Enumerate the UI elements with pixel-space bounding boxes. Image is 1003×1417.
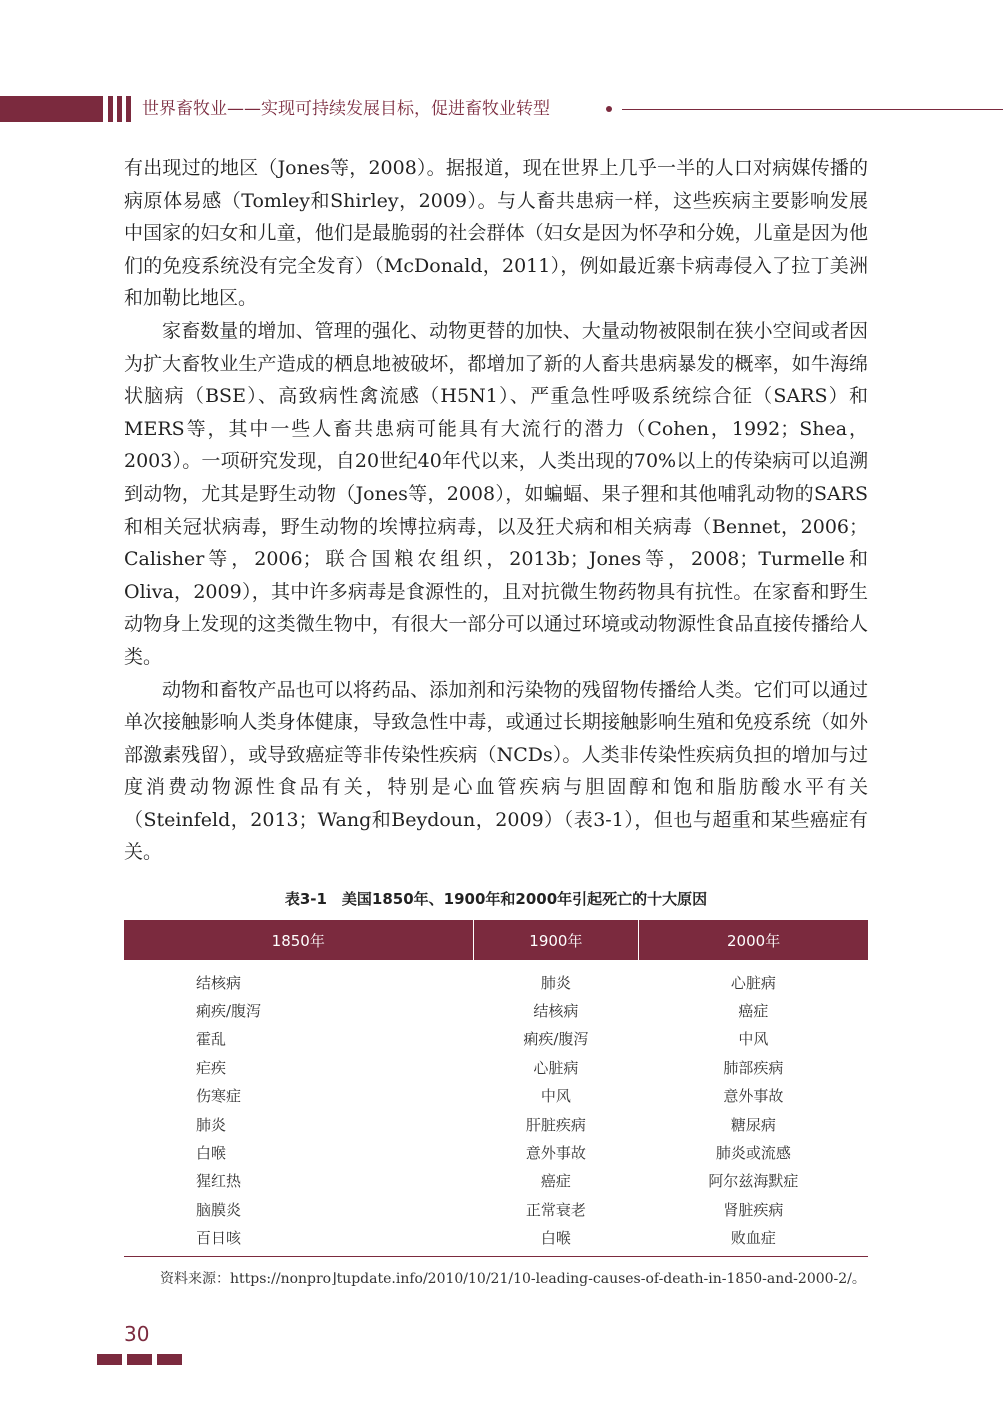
column-header-2000: 2000年: [639, 920, 868, 960]
table-cell: 癌症: [540, 1172, 571, 1191]
header-rule: [622, 109, 1003, 110]
table-cell: 猩红热: [196, 1172, 242, 1191]
header-bar: [0, 96, 103, 122]
footer-block: [127, 1354, 152, 1365]
table-cell: 癌症: [738, 1002, 769, 1021]
table-cell: 痢疾/腹泻: [523, 1030, 589, 1049]
footer-block: [97, 1354, 122, 1365]
table-row: [124, 1224, 868, 1257]
table-header-row: [124, 920, 868, 960]
table-cell: 正常衰老: [525, 1200, 586, 1219]
header-stripe: [117, 96, 122, 122]
header-dot: [606, 106, 612, 112]
table-cell: 中风: [540, 1087, 571, 1106]
table-row: [124, 1110, 868, 1138]
causes-of-death-table: [124, 920, 868, 1257]
paragraph: 动物和畜牧产品也可以将药品、添加剂和污染物的残留物传播给人类。它们可以通过单次接触影响人类身体健康，导致急性中毒，或通过长期接触影响生殖和免疫系统（如外部激素残留），或导致癌症等非传染性疾病（NCDs）。人类非传染性疾病负担的增加与过度消费动物源性食品有关，特别是心血管疾病与胆固醇和饱和脂肪酸水平有关（Steinfeld，2013；Wang和Beydoun，2009）（表3-1），但也与超重和某些癌症有关。: [124, 678, 868, 864]
table-cell: 心脏病: [533, 1058, 579, 1077]
table-cell: 结核病: [196, 973, 242, 992]
table-row: [124, 1138, 868, 1166]
table-cell: 中风: [738, 1030, 769, 1049]
table-cell: 肾脏疾病: [723, 1200, 784, 1219]
table-cell: 肺炎: [196, 1115, 227, 1134]
table-cell: 肺炎或流感: [715, 1144, 791, 1163]
table-cell: 败血症: [639, 1224, 868, 1257]
table-cell: 阿尔兹海默症: [708, 1172, 799, 1191]
table-cell: 肝脏疾病: [525, 1115, 586, 1134]
table-cell: 意外事故: [723, 1087, 784, 1106]
table-cell: 百日咳: [124, 1224, 473, 1257]
running-header-title: 世界畜牧业——实现可持续发展目标，促进畜牧业转型: [142, 99, 550, 119]
table-cell: 白喉: [196, 1144, 227, 1163]
table-source-note: 资料来源：https://nonpro⌋tupdate.info/2010/10/21/10-leading-causes-of-death-in-1850-and-2000-2/。: [160, 1271, 866, 1287]
table-row: [124, 1053, 868, 1081]
column-header-1850: 1850年: [124, 920, 473, 960]
table-row: [124, 1082, 868, 1110]
table-cell: 肺部疾病: [723, 1058, 784, 1077]
table-cell: 心脏病: [730, 973, 776, 992]
table-row: [124, 1195, 868, 1223]
table-cell: 糖尿病: [730, 1115, 776, 1134]
table-row: [124, 960, 868, 996]
table-cell: 伤寒症: [196, 1087, 242, 1106]
page-number: 30: [124, 1322, 150, 1346]
table-cell: 霍乱: [196, 1030, 227, 1049]
table-cell: 白喉: [473, 1224, 639, 1257]
column-header-1900: 1900年: [473, 920, 639, 960]
table-cell: 结核病: [533, 1002, 579, 1021]
paragraph: 有出现过的地区（Jones等，2008）。据报道，现在世界上几乎一半的人口对病媒传播的病原体易感（Tomley和Shirley，2009）。与人畜共患病一样，这些疾病主要影响发展中国家的妇女和儿童，他们是最脆弱的社会群体（妇女是因为怀孕和分娩，儿童是因为他们的免疫系统没有完全发育）（McDonald，2011），例如最近寨卡病毒侵入了拉丁美洲和加勒比地区。: [124, 157, 868, 310]
table-row: [124, 1025, 868, 1053]
table-row: [124, 996, 868, 1024]
header-stripe: [126, 96, 131, 122]
table-cell: 痢疾/腹泻: [196, 1002, 262, 1021]
table-cell: 肺炎: [540, 973, 571, 992]
table-row: [124, 1167, 868, 1195]
paragraph: 家畜数量的增加、管理的强化、动物更替的加快、大量动物被限制在狭小空间或者因为扩大畜牧业生产造成的栖息地被破坏，都增加了新的人畜共患病暴发的概率，如牛海绵状脑病（BSE）、高致病性禽流感（H5N1）、严重急性呼吸系统综合征（SARS）和MERS等，其中一些人畜共患病可能具有大流行的潜力（Cohen，1992；Shea，2003）。一项研究发现，自20世纪40年代以来，人类出现的70%以上的传染病可以追溯到动物，尤其是野生动物（Jones等，2008），如蝙蝠、果子狸和其他哺乳动物的SARS和相关冠状病毒，野生动物的埃博拉病毒，以及狂犬病和相关病毒（Bennet，2006；Calisher等，2006；联合国粮农组织，2013b；Jones等，2008；Turmelle和Oliva，2009），其中许多病毒是食源性的，且对抗微生物药物具有抗性。在家畜和野生动物身上发现的这类微生物中，有很大一部分可以通过环境或动物源性食品直接传播给人类。: [124, 319, 868, 668]
footer-block: [157, 1354, 182, 1365]
body-text: [124, 152, 868, 869]
table-cell: 疟疾: [196, 1058, 227, 1077]
header-stripe: [108, 96, 113, 122]
table-caption: 表3-1 美国1850年、1900年和2000年引起死亡的十大原因: [284, 890, 708, 908]
table-cell: 脑膜炎: [196, 1200, 242, 1219]
table-cell: 意外事故: [525, 1144, 586, 1163]
